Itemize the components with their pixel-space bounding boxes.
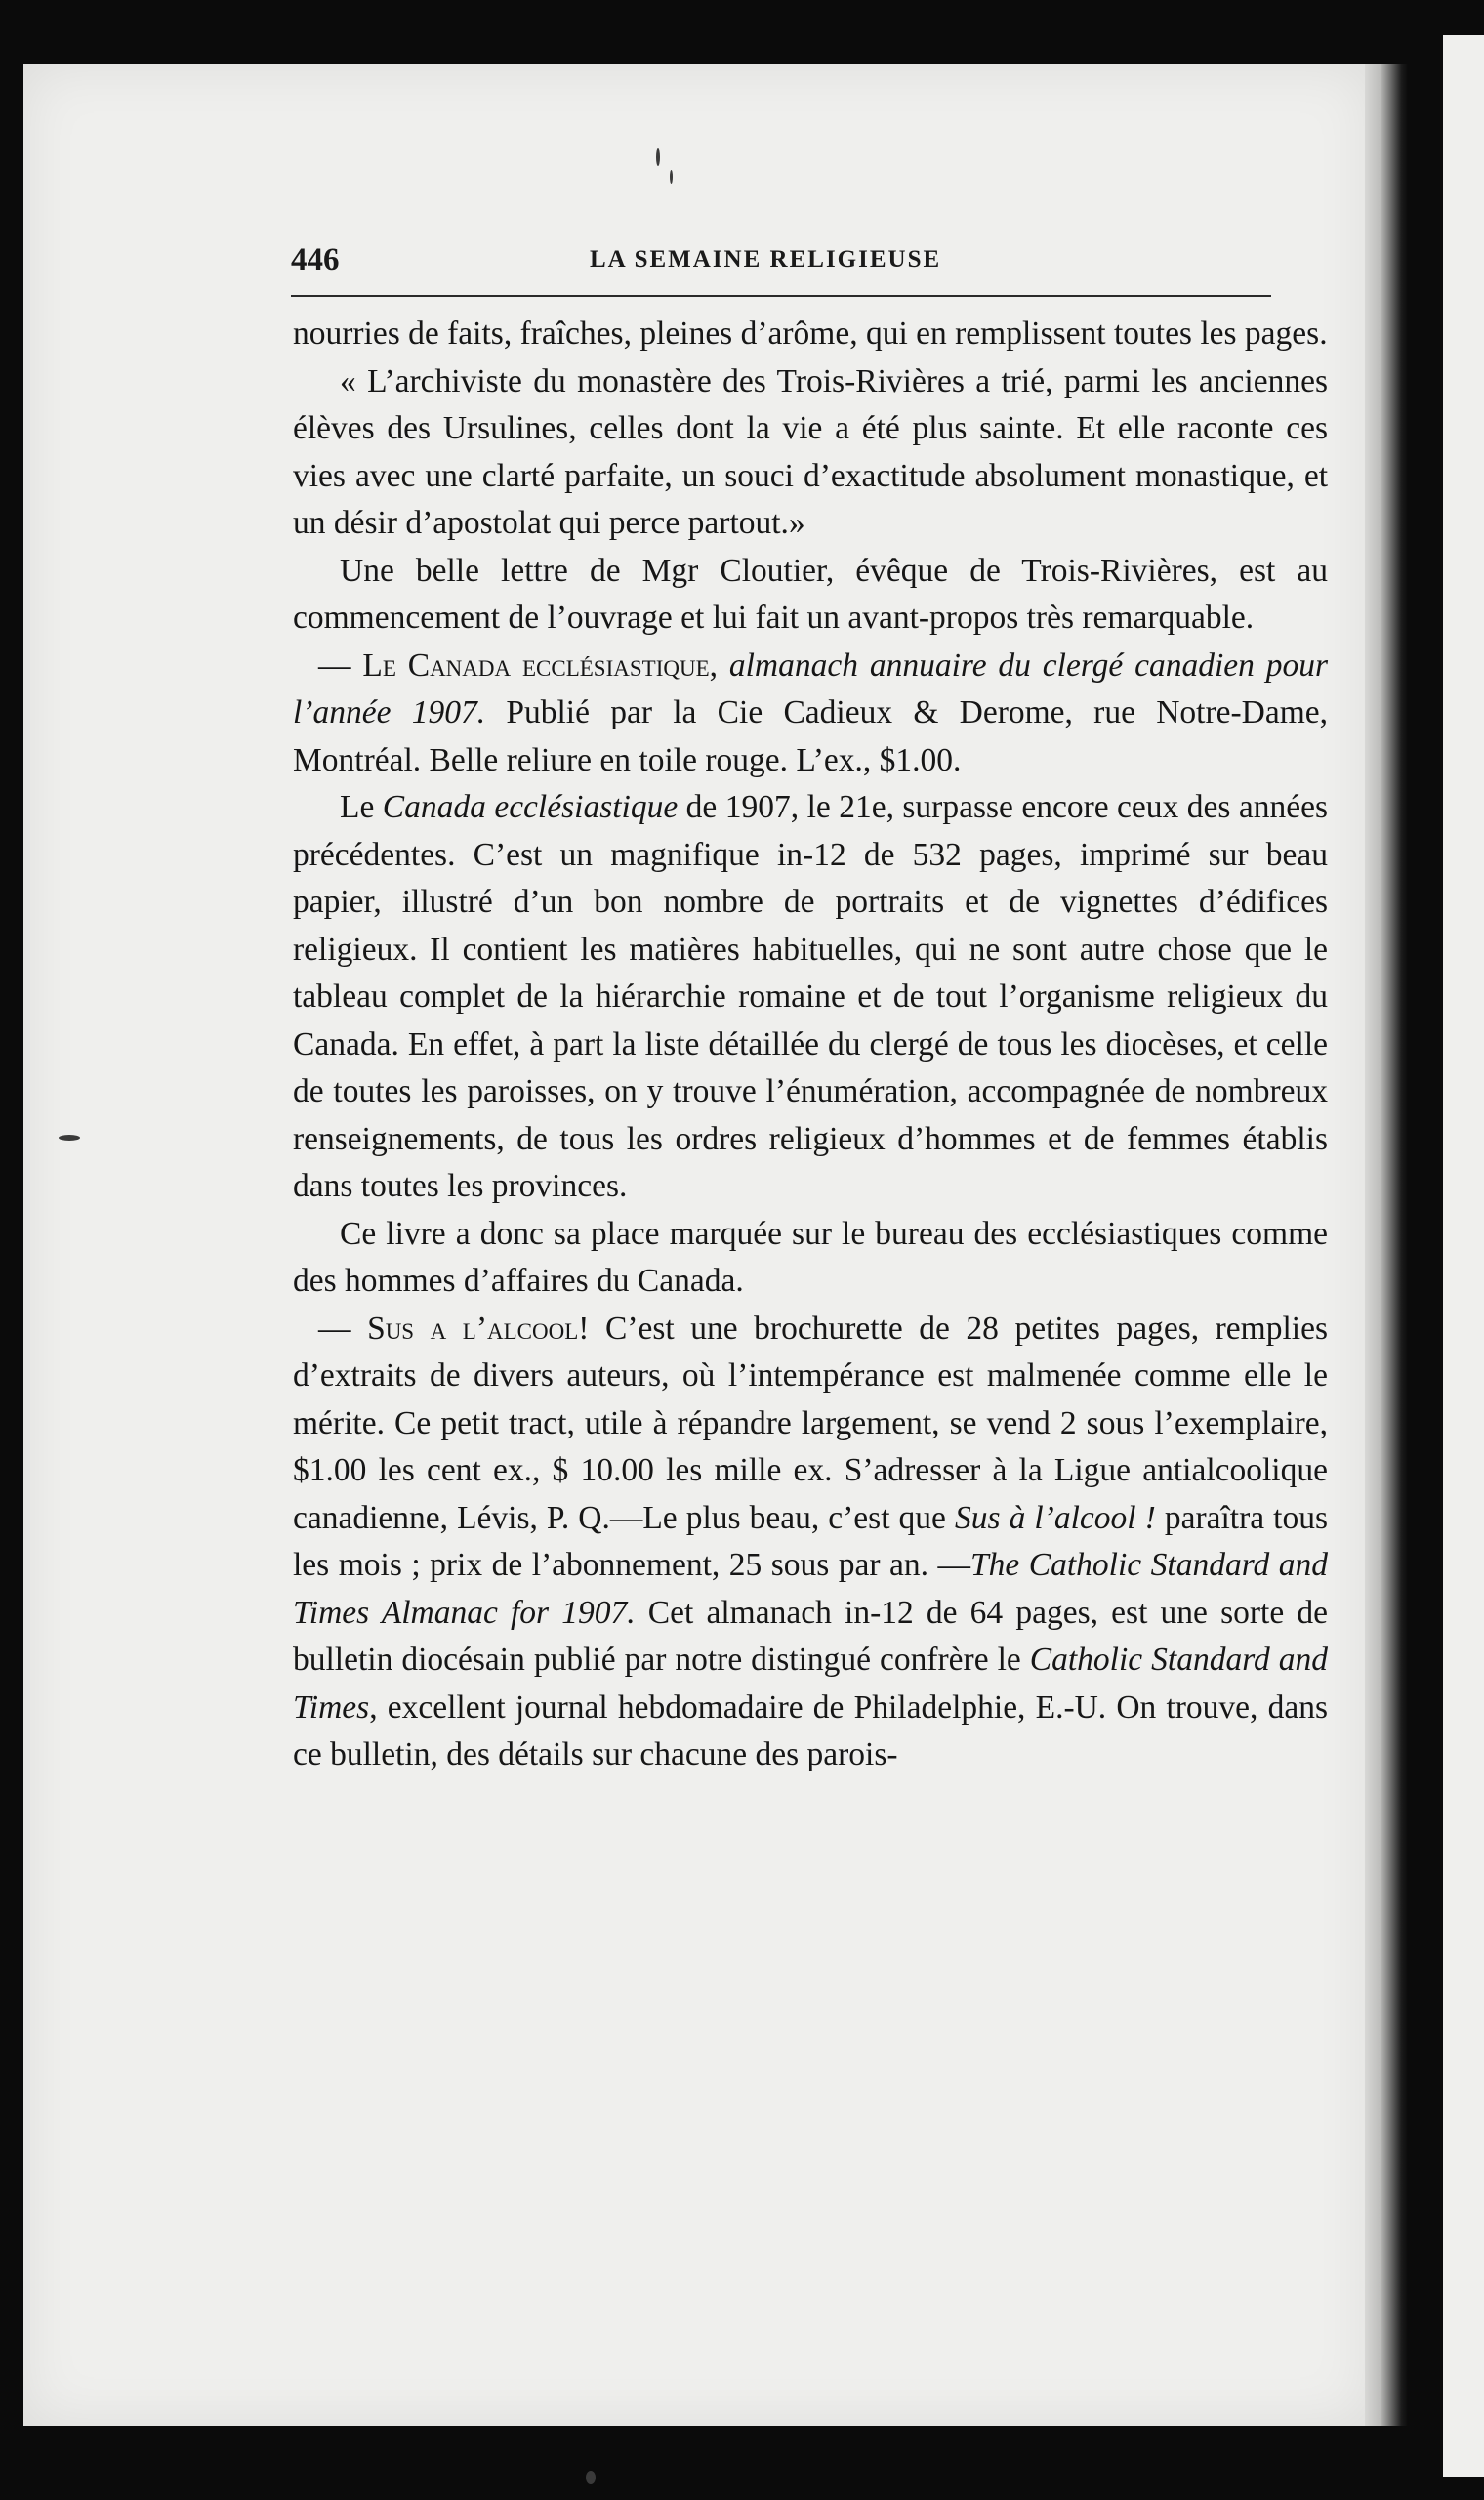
article-body: [293, 311, 1328, 1779]
journal-title: LA SEMAINE RELIGIEUSE: [590, 246, 942, 272]
scan-speck: [59, 1135, 80, 1141]
tract-title-smallcaps: Sus a l’alcool!: [367, 1310, 590, 1347]
page-gutter-shadow: [1365, 64, 1408, 2426]
almanac-title-italic: The Catholic Standard and Times Almanac for 1907.: [293, 1547, 1328, 1631]
book-title-italic: Canada ecclésiastique: [382, 789, 679, 825]
scan-speck: [670, 170, 673, 184]
running-head: [291, 242, 1271, 285]
newspaper-title-italic: Catholic Standard and Times: [293, 1642, 1328, 1726]
paragraph-canada-ecclesiastique-review: Le Canada ecclésiastique de 1907, le 21e, surpasse encore ceux des années précédentes. C’est un magnifique in-12 de 532 pages, imprimé sur beau papier, illustré d’un bon nombre de portraits et de vignettes d’édifices religieux. Il contient les matières habituelles, qui ne sont autre chose que le tableau complet de la hiérarchie romaine et de tout l’organisme religieux du Canada. En effet, à part la liste détaillée du clergé de tous les diocèses, et celle de toutes les paroisses, on y trouve l’énumération, accompagnée de nombreux renseignements, de tous les ordres religieux d’hommes et de femmes établis dans toutes les provinces.: [293, 789, 1328, 1204]
paragraph-canada-ecclesiastique-notice: — Le Canada ecclésiastique, almanach annuaire du clergé canadien pour l’année 1907. Publié par la Cie Cadieux & Derome, rue Notre-Dame, Montréal. Belle reliure en toile rouge. L’ex., $1.00.: [293, 646, 1329, 778]
paragraph-cloutier-letter: Une belle lettre de Mgr Cloutier, évêque de Trois-Rivières, est au commencement de l’ouvrage et lui fait un avant-propos très remarquable.: [293, 552, 1328, 636]
adjacent-page-edge: [1443, 35, 1484, 2477]
book-title-smallcaps: Le Canada ecclésiastique,: [362, 646, 719, 684]
scan-speck: [656, 148, 660, 166]
paragraph-conclusion: Ce livre a donc sa place marquée sur le bureau des ecclésiastiques comme des hommes d’affaires du Canada.: [293, 1215, 1328, 1299]
book-subtitle-italic: almanach annuaire du clergé canadien pour l’année 1907.: [293, 646, 1329, 730]
tract-title-italic: Sus à l’alcool !: [954, 1499, 1156, 1536]
page-number: 446: [291, 242, 340, 277]
paragraph-continuation: nourries de faits, fraîches, pleines d’arôme, qui en remplissent toutes les pages.: [293, 315, 1328, 352]
header-rule: [291, 295, 1271, 297]
paragraph-quote: « L’archiviste du monastère des Trois-Rivières a trié, parmi les anciennes élèves des Ursulines, celles dont la vie a été plus sainte. Et elle raconte ces vies avec une clarté parfaite, un souci d’exactitude absolument monastique, et un désir d’apostolat qui perce partout.»: [293, 362, 1328, 541]
scan-speck: [586, 2471, 596, 2484]
paragraph-sus-a-lalcool: — Sus a l’alcool! C’est une brochurette de 28 petites pages, remplies d’extraits de divers auteurs, où l’intempérance est malmenée comme elle le mérite. Ce petit tract, utile à répandre largement, se vend 2 sous l’exemplaire, $1.00 les cent ex., $ 10.00 les mille ex. S’adresser à la Ligue antialcoolique canadienne, Lévis, P. Q.—Le plus beau, c’est que Sus à l’alcool ! paraîtra tous les mois ; prix de l’abonnement, 25 sous par an. —The Catholic Standard and Times Almanac for 1907. Cet almanach in-12 de 64 pages, est une sorte de bulletin diocésain publié par notre distingué confrère le Catholic Standard and Times, excellent journal hebdomadaire de Philadelphie, E.-U. On trouve, dans ce bulletin, des détails sur chacune des parois-: [293, 1310, 1329, 1772]
